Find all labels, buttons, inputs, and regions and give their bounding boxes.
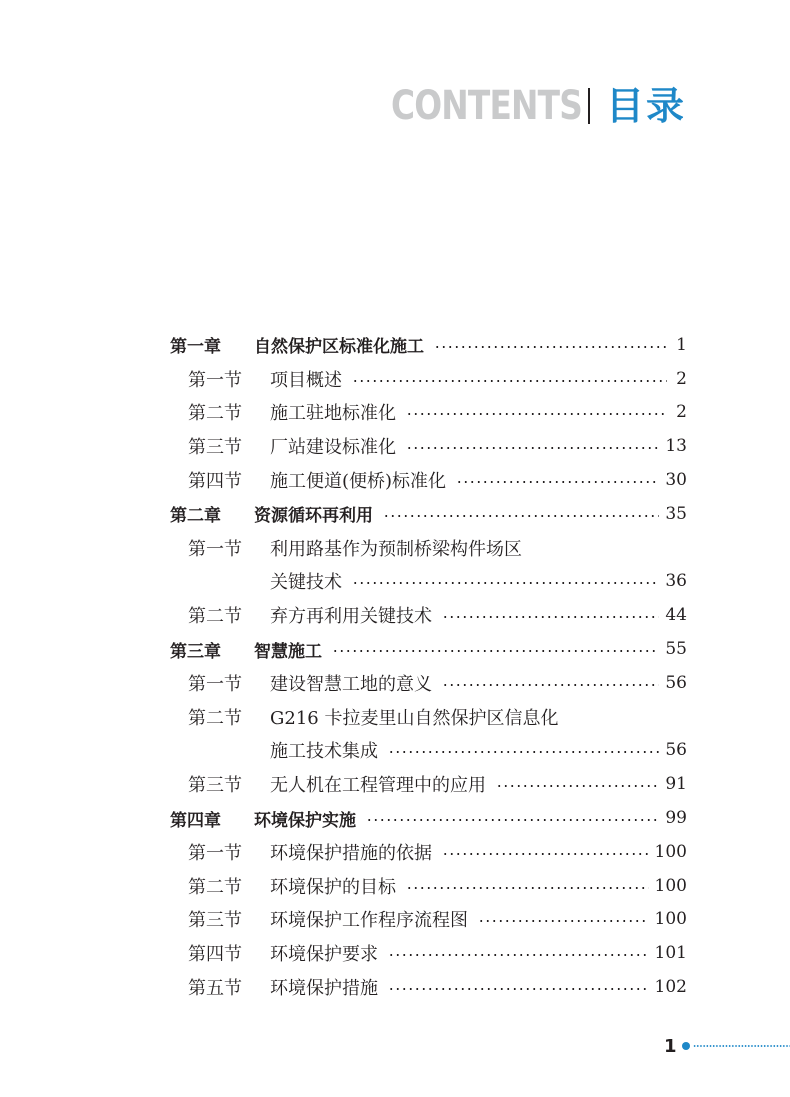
toc-entry-label: 第五节 <box>188 978 242 1000</box>
toc-entry-section[interactable] <box>170 700 687 734</box>
toc-entry-cont[interactable] <box>170 565 687 599</box>
toc-entry-title: 环境保护措施的依据 <box>270 842 432 864</box>
toc-entry-title: 无人机在工程管理中的应用 <box>270 775 486 797</box>
contents-header <box>349 82 686 130</box>
toc-entry-section[interactable] <box>170 869 687 903</box>
toc-entry-page: 30 <box>665 470 687 491</box>
toc-dot-leader <box>388 751 659 753</box>
toc-entry-page: 91 <box>665 774 687 795</box>
toc-entry-page: 13 <box>665 436 687 457</box>
table-of-contents <box>170 328 687 1004</box>
toc-entry-title: 资源循环再利用 <box>254 506 373 527</box>
toc-dot-leader <box>478 920 649 922</box>
toc-entry-title: 施工驻地标准化 <box>270 403 396 425</box>
toc-entry-section[interactable] <box>170 835 687 869</box>
toc-entry-label: 第一节 <box>188 673 242 695</box>
toc-entry-section[interactable] <box>170 396 687 430</box>
toc-entry-section[interactable] <box>170 463 687 497</box>
toc-entry-page: 2 <box>676 402 687 423</box>
toc-entry-page: 56 <box>665 672 687 693</box>
toc-entry-page: 100 <box>654 875 687 896</box>
toc-entry-title: 自然保护区标准化施工 <box>254 337 424 358</box>
toc-entry-label: 第二章 <box>170 506 221 527</box>
toc-entry-section[interactable] <box>170 531 687 565</box>
toc-dot-leader <box>332 650 659 652</box>
toc-entry-label: 第三节 <box>188 437 242 459</box>
toc-dot-leader <box>456 481 659 483</box>
toc-entry-chapter[interactable] <box>170 632 687 666</box>
toc-entry-title: 弃方再利用关键技术 <box>270 606 432 628</box>
toc-entry-label: 第二节 <box>188 606 242 628</box>
toc-dot-leader <box>442 616 659 618</box>
toc-dot-leader <box>406 887 649 889</box>
toc-entry-section[interactable] <box>170 666 687 700</box>
toc-entry-label: 第一节 <box>188 369 242 391</box>
toc-entry-page: 44 <box>665 605 687 626</box>
toc-entry-section[interactable] <box>170 936 687 970</box>
toc-entry-page: 99 <box>665 808 687 829</box>
toc-entry-title: G216 卡拉麦里山自然保护区信息化 <box>270 707 559 729</box>
toc-entry-section[interactable] <box>170 429 687 463</box>
header-title-en: CONTENTS <box>390 83 582 129</box>
toc-entry-chapter[interactable] <box>170 497 687 531</box>
toc-entry-title: 智慧施工 <box>254 641 322 662</box>
toc-entry-title: 环境保护措施 <box>270 978 378 1000</box>
toc-entry-label: 第四节 <box>188 944 242 966</box>
toc-entry-title: 环境保护要求 <box>270 944 378 966</box>
toc-entry-title: 建设智慧工地的意义 <box>270 673 432 695</box>
toc-entry-label: 第二节 <box>188 707 242 729</box>
toc-dot-leader <box>388 954 649 956</box>
toc-entry-label: 第一节 <box>188 538 242 560</box>
page-footer <box>664 1036 790 1056</box>
header-title-cn: 目录 <box>605 84 686 128</box>
toc-entry-page: 55 <box>665 639 687 660</box>
toc-entry-section[interactable] <box>170 598 687 632</box>
toc-entry-title: 环境保护工作程序流程图 <box>270 910 468 932</box>
toc-dot-leader <box>366 819 659 821</box>
toc-entry-section[interactable] <box>170 362 687 396</box>
toc-entry-label: 第三节 <box>188 775 242 797</box>
toc-entry-label: 第一章 <box>170 337 221 358</box>
toc-entry-page: 35 <box>665 503 687 524</box>
toc-entry-page: 102 <box>654 977 687 998</box>
footer-dot-icon <box>682 1042 690 1050</box>
toc-entry-page: 100 <box>654 909 687 930</box>
toc-entry-label: 第三章 <box>170 641 221 662</box>
toc-entry-chapter[interactable] <box>170 328 687 362</box>
toc-entry-section[interactable] <box>170 767 687 801</box>
toc-entry-label: 第二节 <box>188 876 242 898</box>
toc-dot-leader <box>434 346 667 348</box>
toc-dot-leader <box>442 684 659 686</box>
toc-entry-title: 利用路基作为预制桥梁构件场区 <box>270 538 522 560</box>
footer-dotted-line <box>693 1045 790 1047</box>
toc-dot-leader <box>352 582 659 584</box>
toc-dot-leader <box>352 380 667 382</box>
toc-entry-page: 100 <box>654 841 687 862</box>
toc-entry-label: 第四章 <box>170 810 221 831</box>
toc-entry-label: 第三节 <box>188 910 242 932</box>
toc-dot-leader <box>388 988 649 990</box>
toc-dot-leader <box>496 785 659 787</box>
toc-entry-section[interactable] <box>170 970 687 1004</box>
header-divider <box>588 88 590 124</box>
toc-entry-title: 环境保护实施 <box>254 810 356 831</box>
toc-entry-label: 第四节 <box>188 471 242 493</box>
toc-entry-title: 施工技术集成 <box>270 741 378 763</box>
toc-entry-title: 环境保护的目标 <box>270 876 396 898</box>
toc-dot-leader <box>406 447 659 449</box>
toc-dot-leader <box>442 853 649 855</box>
toc-entry-page: 2 <box>676 368 687 389</box>
toc-entry-section[interactable] <box>170 903 687 937</box>
toc-entry-title: 厂站建设标准化 <box>270 437 396 459</box>
page-number: 1 <box>664 1035 677 1057</box>
toc-entry-page: 1 <box>676 334 687 355</box>
toc-dot-leader <box>383 515 659 517</box>
toc-entry-page: 56 <box>665 740 687 761</box>
toc-dot-leader <box>406 413 667 415</box>
toc-entry-title: 施工便道(便桥)标准化 <box>270 471 447 493</box>
toc-entry-title: 关键技术 <box>270 572 342 594</box>
toc-entry-page: 101 <box>654 943 687 964</box>
toc-entry-cont[interactable] <box>170 734 687 768</box>
toc-entry-chapter[interactable] <box>170 801 687 835</box>
toc-entry-page: 36 <box>665 571 687 592</box>
toc-entry-label: 第一节 <box>188 842 242 864</box>
toc-entry-label: 第二节 <box>188 403 242 425</box>
toc-entry-title: 项目概述 <box>270 369 342 391</box>
